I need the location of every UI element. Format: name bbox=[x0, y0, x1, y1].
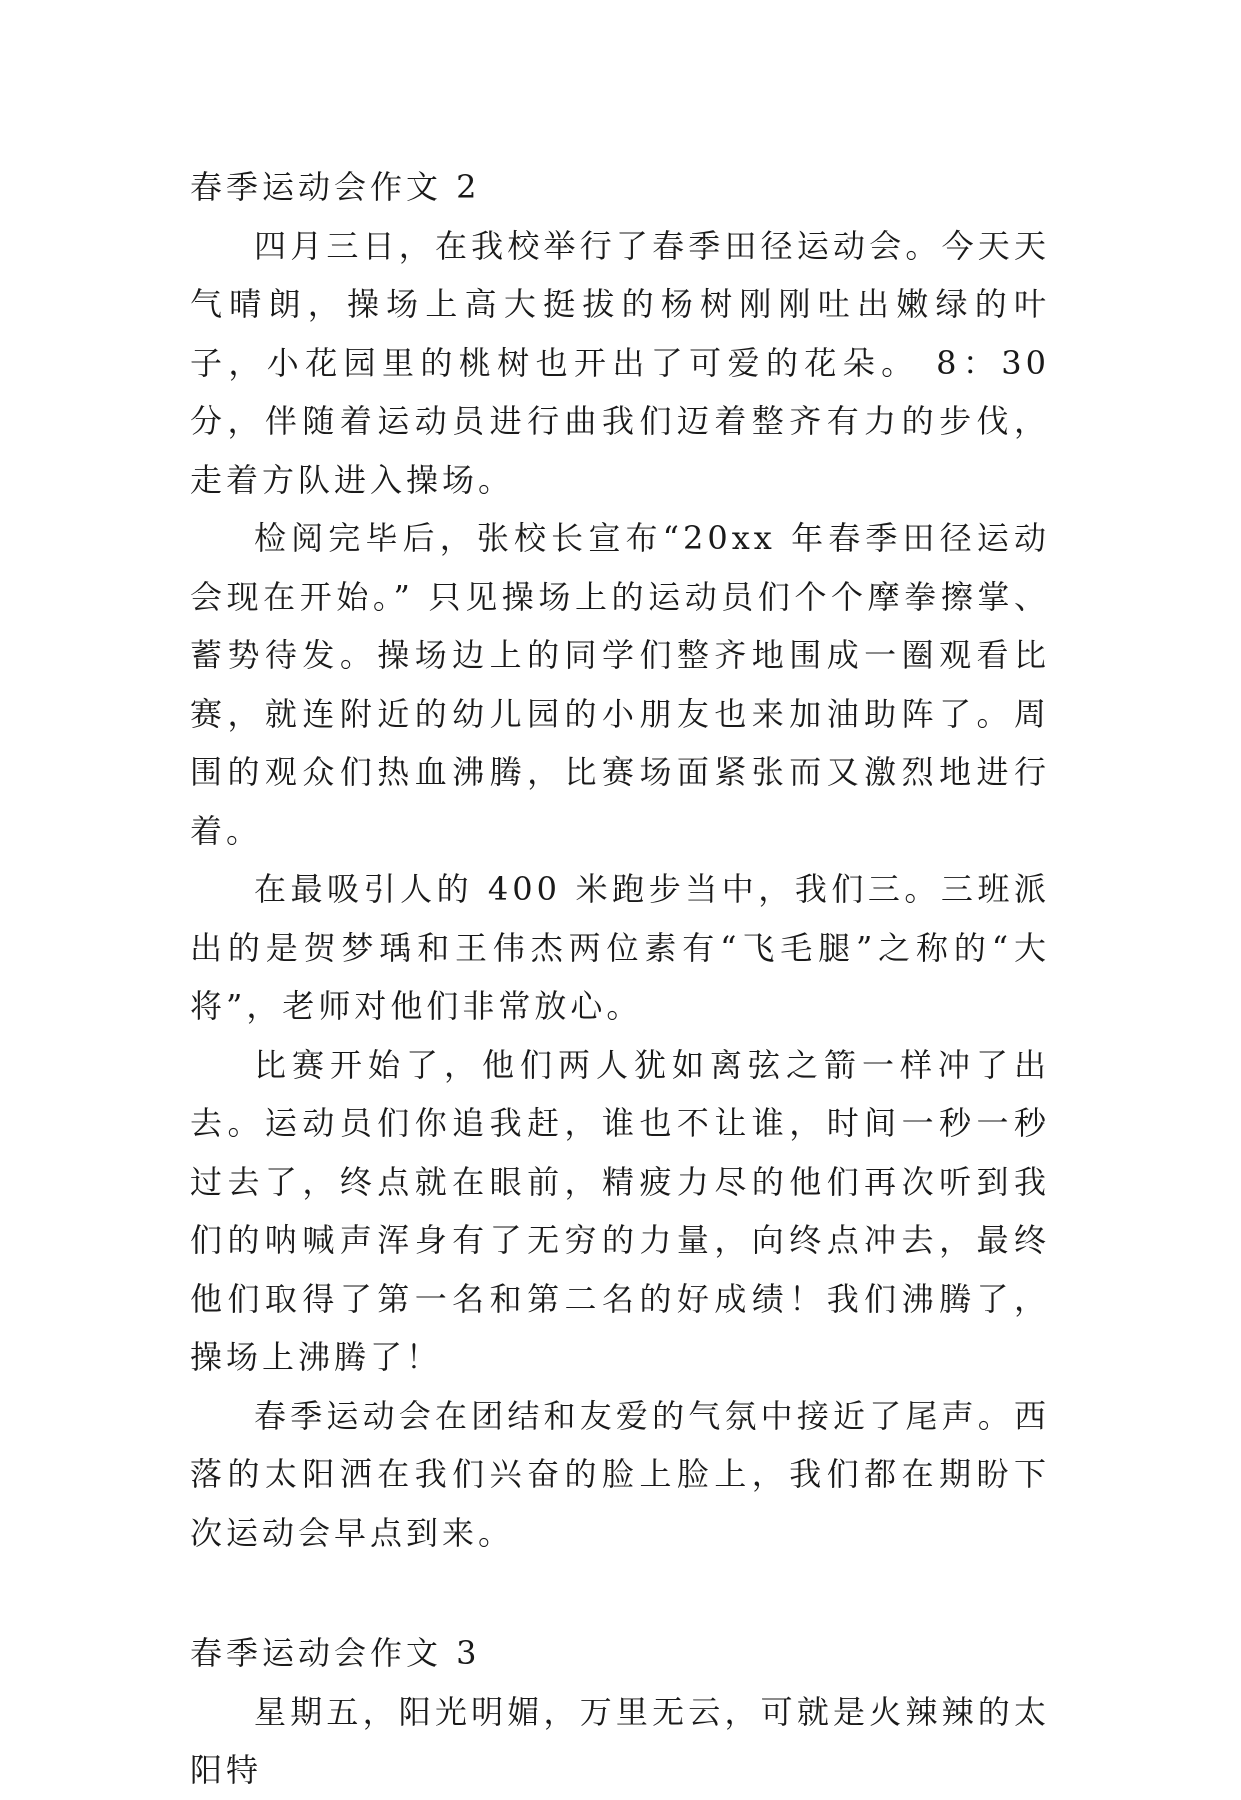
section-3-title: 春季运动会作文 3 bbox=[190, 1634, 481, 1672]
section-2-paragraph-1: 四月三日，在我校举行了春季田径运动会。今天天气晴朗，操场上高大挺拔的杨树刚刚吐出嫩绿的叶子，小花园里的桃树也开出了可爱的花朵。 8：30 分，伴随着运动员进行曲我们迈着整齐有力的步伐，走着方队进入操场。 bbox=[190, 226, 1050, 499]
section-2-paragraph-3: 在最吸引人的 400 米跑步当中，我们三。三班派出的是贺梦瑀和王伟杰两位素有“飞毛腿”之称的“大将”，老师对他们非常放心。 bbox=[190, 870, 1050, 1025]
document-body bbox=[190, 158, 1050, 1800]
section-2-paragraph-4: 比赛开始了，他们两人犹如离弦之箭一样冲了出去。运动员们你追我赶，谁也不让谁，时间一秒一秒过去了，终点就在眼前，精疲力尽的他们再次听到我们的呐喊声浑身有了无穷的力量，向终点冲去，最终他们取得了第一名和第二名的好成绩！我们沸腾了，操场上沸腾了！ bbox=[190, 1045, 1050, 1376]
section-2-title: 春季运动会作文 2 bbox=[190, 168, 481, 206]
section-spacer bbox=[190, 1562, 1050, 1624]
section-2-paragraph-2: 检阅完毕后，张校长宣布“20xx 年春季田径运动会现在开始。” 只见操场上的运动员们个个摩拳擦掌、蓄势待发。操场边上的同学们整齐地围成一圈观看比赛，就连附近的幼儿园的小朋友也来加油助阵了。周围的观众们热血沸腾，比赛场面紧张而又激烈地进行着。 bbox=[190, 519, 1050, 850]
section-3-paragraph-1: 星期五，阳光明媚，万里无云，可就是火辣辣的太阳特 bbox=[190, 1692, 1050, 1789]
section-2-paragraph-5: 春季运动会在团结和友爱的气氛中接近了尾声。西落的太阳洒在我们兴奋的脸上脸上，我们都在期盼下次运动会早点到来。 bbox=[190, 1396, 1050, 1552]
